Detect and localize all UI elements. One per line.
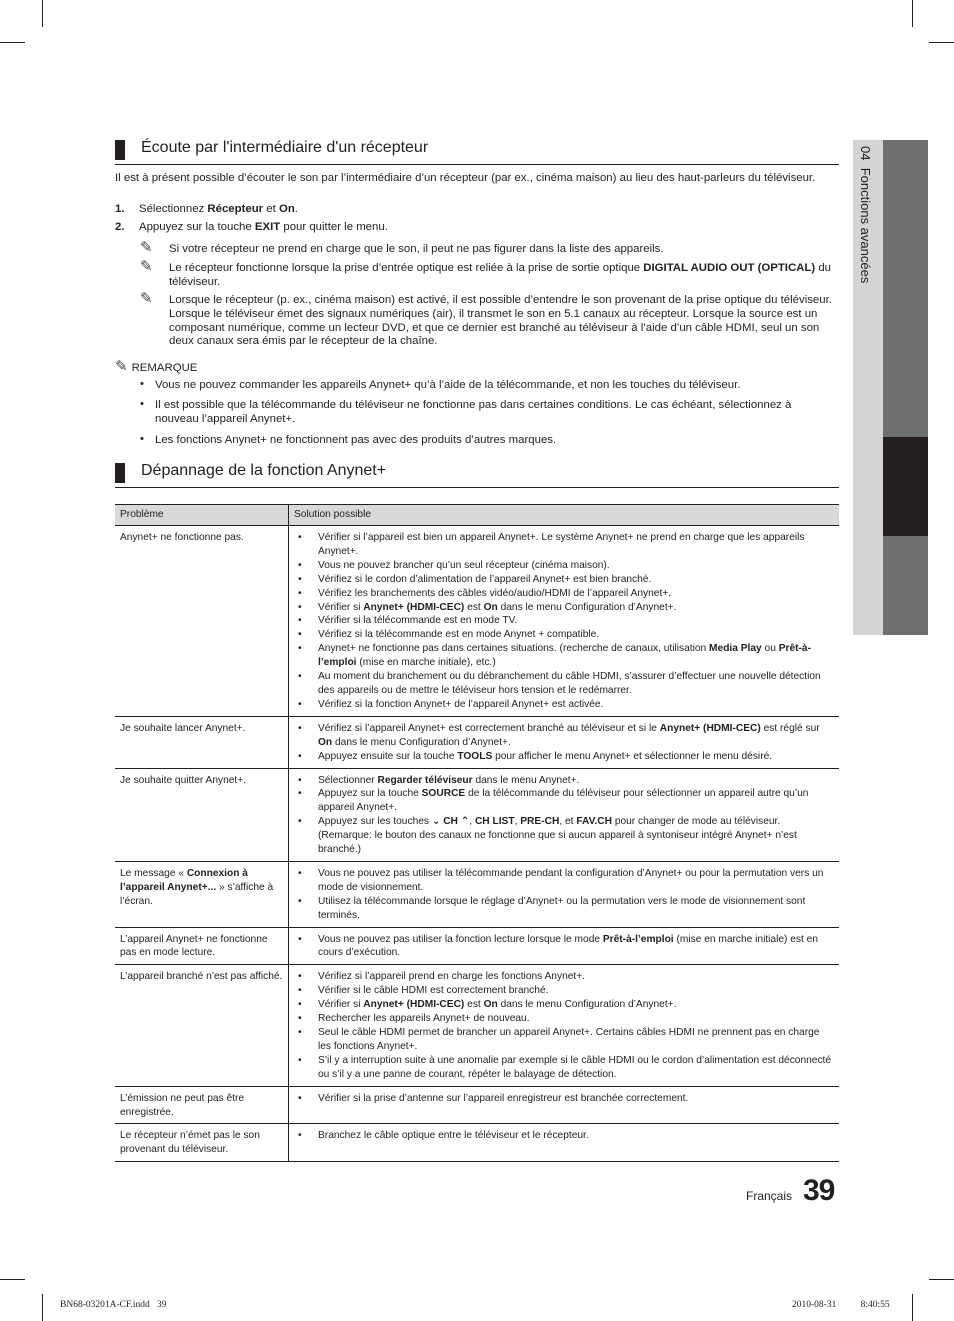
solution-cell — [289, 1124, 840, 1162]
solution-cell — [289, 965, 840, 1086]
problem-cell: Anynet+ ne fonctionne pas. — [115, 526, 289, 717]
solution-item: • Vérifiez si la télécommande est en mode Anynet + compatible. — [298, 629, 600, 641]
page-language: Français — [746, 1189, 793, 1203]
solution-item: • Anynet+ ne fonctionne pas dans certaines situations. (recherche de canaux, utilisation Media Play ou Prêt-à-l’emploi (mise en marche initiale), etc.) — [298, 643, 811, 669]
solution-item: • S’il y a interruption suite à une anomalie par exemple si le câble HDMI ou le cordon d’alimentation est déconnecté ou s’il y a une panne de courant, répéter le balayage de détection. — [298, 1054, 832, 1080]
table-row — [115, 927, 839, 965]
solution-item: • Appuyez ensuite sur la touche TOOLS pour afficher le menu Anynet+ et sélectionner le menu désiré. — [298, 750, 773, 762]
crop-mark — [0, 42, 25, 43]
solution-item: • Au moment du branchement ou du débranchement du câble HDMI, s’assurer d’effectuer une nouvelle détection des appareils ou de mettre le téléviseur hors tension et le redémarrer. — [298, 671, 821, 696]
solution-item: • Rechercher les appareils Anynet+ de nouveau. — [298, 1013, 530, 1025]
pencil-note-icon: ✎ — [115, 358, 128, 375]
solution-item: • Vous ne pouvez brancher qu’un seul récepteur (cinéma maison). — [298, 559, 610, 571]
remark-bullet: • Il est possible que la télécommande du téléviseur ne fonctionne pas dans certaines conditions. Le cas échéant, sélectionnez à nouveau l’appareil Anynet+. — [140, 398, 792, 425]
heading-bar — [115, 463, 125, 483]
remark-bullet: • Vous ne pouvez commander les appareils Anynet+ qu’à l’aide de la télécommande, et non les touches du téléviseur. — [140, 378, 741, 391]
page-number: 39 — [803, 1174, 835, 1207]
section-title: Dépannage de la fonction Anynet+ — [141, 462, 387, 479]
footer-date: 2010-08-31 ￿￿ 8:40:55 — [792, 1300, 890, 1310]
solution-item: • Vérifier si le câble HDMI est correctement branché. — [298, 985, 549, 997]
remark-bullet: • Les fonctions Anynet+ ne fonctionnent pas avec des produits d’autres marques. — [140, 433, 557, 446]
pencil-note-icon: ✎ — [140, 258, 153, 275]
crop-mark — [929, 42, 954, 43]
solution-item: • Vérifiez si le cordon d’alimentation de l’appareil Anynet+ est bien branché. — [298, 573, 652, 585]
table-row — [115, 861, 839, 927]
sidebar-dark-tab — [883, 140, 928, 437]
solution-item: • Vérifier si Anynet+ (HDMI-CEC) est On dans le menu Configuration d’Anynet+. — [298, 999, 677, 1011]
table-row — [115, 1086, 839, 1124]
intro-paragraph: Il est à présent possible d’écouter le son par l’intermédiaire d’un récepteur (par ex., cinéma maison) au lieu des haut-parleurs du téléviseur. — [115, 172, 816, 184]
problem-cell: L’émission ne peut pas être enregistrée. — [115, 1086, 289, 1124]
column-header-problem: Problème — [115, 505, 289, 526]
note-1: ✎ Si votre récepteur ne prend en charge que le son, il peut ne pas figurer dans la liste des appareils. — [140, 239, 664, 256]
section-heading-receiver — [115, 137, 839, 165]
table-row — [115, 768, 839, 861]
solution-item: • Appuyez sur la touche SOURCE de la télécommande du téléviseur pour sélectionner un appareil autre qu’un appareil Anynet+. — [298, 788, 809, 814]
crop-mark — [929, 1279, 954, 1280]
solution-item: • Vérifiez si l’appareil Anynet+ est correctement branché au téléviseur et si le Anynet+ (HDMI-CEC) est réglé sur On dans le menu Configuration d’Anynet+. — [298, 722, 820, 748]
solution-item: • Appuyez sur les touches ⌄ CH ⌃, CH LIST, PRE-CH, et FAV.CH pour changer de mode au téléviseur. (Remarque: le bouton des canaux ne fonctionne que si aucun appareil à syntoniseur intégré Anynet+ n’est branché.) — [298, 816, 797, 856]
note-2: ✎ Le récepteur fonctionne lorsque la prise d’entrée optique est reliée à la prise de sortie optique DIGITAL AUDIO OUT (OPTICAL) du téléviseur. — [140, 258, 832, 288]
solution-cell — [289, 526, 840, 717]
crop-mark — [912, 1294, 913, 1321]
solution-item: • Branchez le câble optique entre le téléviseur et le récepteur. — [298, 1130, 589, 1142]
problem-cell: L’appareil branché n’est pas affiché. — [115, 965, 289, 1086]
section-title: Écoute par l'intermédiaire d'un récepteur — [141, 139, 429, 156]
solution-item: • Vérifier si l’appareil est bien un appareil Anynet+. Le système Anynet+ ne prend en charge que les appareils Anynet+. — [298, 532, 805, 557]
table-row — [115, 716, 839, 768]
solution-cell — [289, 861, 840, 927]
solution-item: • Vous ne pouvez pas utiliser la fonction lecture lorsque le mode Prêt-à-l’emploi (mise en marche initiale) est en cours d’exécution. — [298, 933, 819, 959]
crop-mark — [912, 0, 913, 27]
crop-mark — [42, 1294, 43, 1321]
solution-cell — [289, 1086, 840, 1124]
table-row — [115, 1124, 839, 1162]
section-heading-troubleshooting — [115, 460, 839, 488]
solution-cell — [289, 927, 840, 965]
solution-item: • Sélectionner Regarder téléviseur dans le menu Anynet+. — [298, 774, 580, 786]
solution-item: • Vérifiez les branchements des câbles vidéo/audio/HDMI de l’appareil Anynet+. — [298, 587, 672, 599]
solution-item: • Vérifier si la prise d’antenne sur l’appareil enregistreur est branchée correctement. — [298, 1092, 689, 1104]
pencil-note-icon: ✎ — [140, 290, 153, 307]
troubleshooting-table — [115, 504, 839, 1162]
sidebar-dark-tab — [883, 536, 928, 635]
solution-item: • Seul le câble HDMI permet de brancher un appareil Anynet+. Certains câbles HDMI ne prennent pas en charge les fonctions Anynet+. — [298, 1027, 820, 1052]
chapter-label: 04 Fonctions avancées — [858, 146, 873, 284]
solution-item: • Vous ne pouvez pas utiliser la télécommande pendant la configuration d’Anynet+ ou pour la permutation vers un mode de visionnement. — [298, 867, 824, 893]
remark-heading: ✎ REMARQUE — [115, 358, 198, 375]
solution-item: • Utilisez la télécommande lorsque le réglage d’Anynet+ ou la permutation vers le mode de visionnement sont terminés. — [298, 895, 806, 921]
heading-bar — [115, 140, 125, 160]
crop-mark — [0, 1279, 25, 1280]
table-header-row — [115, 505, 839, 526]
note-3: ✎ Lorsque le récepteur (p. ex., cinéma maison) est activé, il est possible d’entendre le son provenant de la prise optique du téléviseur. Lorsque le téléviseur émet des signaux numériques (air), il transmet le son en 5.1 canaux au récepteur. Lorsque la source est un composant numérique, comme un lecteur DVD, et que ce dernier est branché au téléviseur à l’aide d’un câble HDMI, seul un son deux canaux sera émis par le récepteur de la chaîne. — [140, 290, 832, 348]
problem-cell: Le message « Connexion à l’appareil Anynet+... » s’affiche à l’écran. — [115, 861, 289, 927]
footer-file: BN68-03201A-CF.indd 39 — [60, 1300, 167, 1310]
solution-item: • Vérifier si la télécommande est en mode TV. — [298, 615, 518, 627]
column-header-solution: Solution possible — [289, 505, 840, 526]
solution-cell — [289, 716, 840, 768]
problem-cell: Je souhaite quitter Anynet+. — [115, 768, 289, 861]
table-body — [115, 526, 839, 1162]
solution-item: • Vérifier si Anynet+ (HDMI-CEC) est On dans le menu Configuration d’Anynet+. — [298, 601, 677, 613]
solution-cell — [289, 768, 840, 861]
problem-cell: Le récepteur n’émet pas le son provenant du téléviseur. — [115, 1124, 289, 1162]
solution-item: • Vérifiez si l’appareil prend en charge les fonctions Anynet+. — [298, 971, 586, 983]
problem-cell: Je souhaite lancer Anynet+. — [115, 716, 289, 768]
pencil-note-icon: ✎ — [140, 239, 153, 256]
crop-mark — [42, 0, 43, 27]
table-row — [115, 965, 839, 1086]
table-row — [115, 526, 839, 717]
sidebar-active-tab — [883, 437, 928, 536]
solution-item: • Vérifiez si la fonction Anynet+ de l’appareil Anynet+ est activée. — [298, 698, 604, 710]
problem-cell: L’appareil Anynet+ ne fonctionne pas en mode lecture. — [115, 927, 289, 965]
